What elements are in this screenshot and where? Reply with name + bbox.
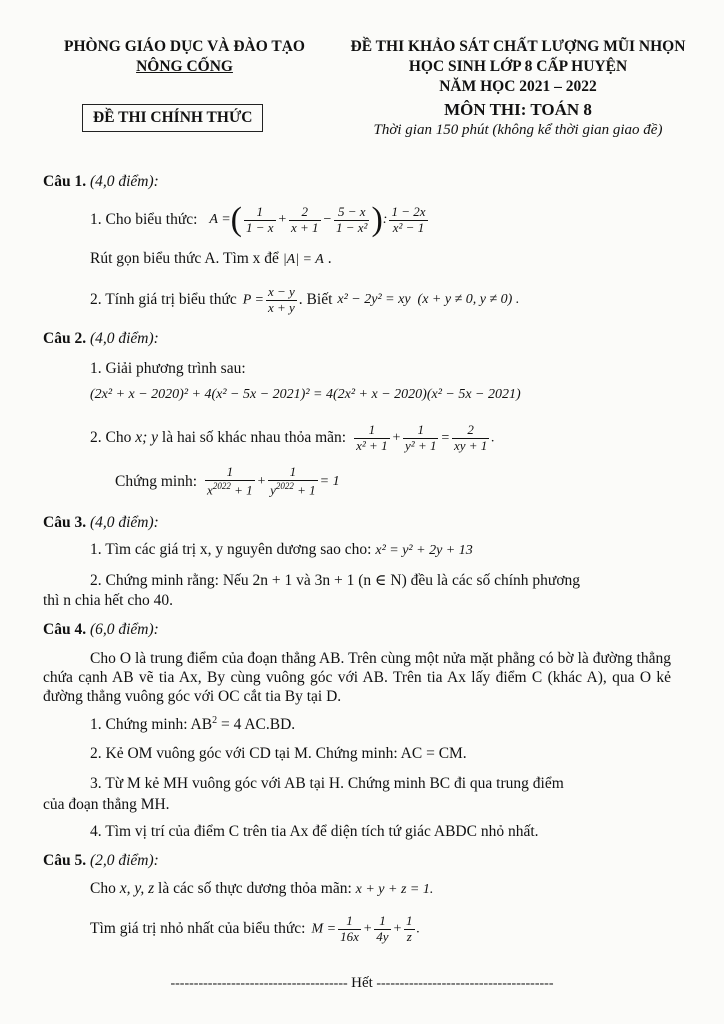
exam-subtitle: HỌC SINH LỚP 8 CẤP HUYỆN	[408, 58, 628, 75]
question-1-part-2: 2. Tính giá trị biểu thức P = $\frac{x - y}{x + y}$ . Biết x² − 2y² = xy (x + y ≠ 0, y ≠ 0) .	[90, 283, 520, 315]
question-4-part-3-line1: 3. Từ M kẻ MH vuông góc với AB tại H. Chứng minh BC đi qua trung điểm	[90, 775, 564, 792]
equation: (2x² + x − 2020)² + 4(x² − 5x − 2021)² = 4(2x² + x − 2020)(x² − 5x − 2021)	[90, 387, 521, 402]
question-3-part-2-line1: 2. Chứng minh rằng: Nếu 2n + 1 và 3n + 1 (n ∈ N) đều là các số chính phương	[90, 572, 581, 589]
question-4-part-2: 2. Kẻ OM vuông góc với CD tại M. Chứng minh: AC = CM.	[90, 745, 467, 762]
question-1-part-1: 1. Cho biểu thức: A =( $\frac{1}{1 - x}$ + $\frac{2}{x + 1}$ − $\frac{5 - x}{\text{1 − x²}}$ ): $\frac{1 - 2x}{\text{x² − 1}}$	[90, 200, 430, 240]
question-3-part-2-line2: thì n chia hết cho 40.	[43, 592, 173, 609]
department-name: PHÒNG GIÁO DỤC VÀ ĐÀO TẠO	[64, 38, 305, 55]
end-marker: -------------------------------------- Hết --------------------------------------	[170, 975, 554, 991]
question-4-part-4: 4. Tìm vị trí của điểm C trên tia Ax để diện tích tứ giác ABDC nhỏ nhất.	[90, 823, 539, 840]
official-exam-label: ĐỀ THI CHÍNH THỨC	[82, 104, 263, 132]
question-4-heading: Câu 4. (6,0 điểm):	[43, 621, 159, 638]
question-1-requirement: Rút gọn biểu thức A. Tìm x để |A| = A .	[90, 250, 332, 267]
question-3-heading: Câu 3. (4,0 điểm):	[43, 514, 159, 531]
question-2-heading: Câu 2. (4,0 điểm):	[43, 330, 159, 347]
question-2-prove: Chứng minh: $\frac{1}{x^{2022} + 1}$ + $\frac{1}{y^{2022} + 1}$ = 1	[115, 464, 340, 498]
duration: Thời gian 150 phút (không kể thời gian giao đề)	[373, 122, 663, 138]
question-5-find: Tìm giá trị nhỏ nhất của biểu thức: M = $\frac{1}{16x}$ + $\frac{1}{4y}$ + $\frac{1}{z}$ .	[90, 912, 421, 944]
exam-title: ĐỀ THI KHẢO SÁT CHẤT LƯỢNG MŨI NHỌN	[350, 38, 686, 55]
question-5-heading: Câu 5. (2,0 điểm):	[43, 852, 159, 869]
question-4-intro: Cho O là trung điểm của đoạn thẳng AB. Trên cùng một nửa mặt phẳng có bờ là đường thẳng chứa cạnh AB vẽ tia Ax, By cùng vuông góc với AB. Trên tia Ax lấy điểm C (khác A), qua O kẻ đường thẳng vuông góc với OC cắt tia By tại D.	[43, 650, 671, 705]
subject: MÔN THI: TOÁN 8	[444, 100, 592, 119]
question-1-heading: Câu 1. (4,0 điểm):	[43, 173, 159, 190]
question-3-part-1: 1. Tìm các giá trị x, y nguyên dương sao cho: x² = y² + 2y + 13	[90, 541, 473, 558]
school-year: NĂM HỌC 2021 – 2022	[439, 78, 597, 95]
question-5-given: Cho x, y, z là các số thực dương thỏa mãn: x + y + z = 1.	[90, 880, 434, 897]
question-2-part-2: 2. Cho x; y là hai số khác nhau thỏa mãn: $\frac{1}{\text{x² + 1}}$ + $\frac{1}{\text{y² + 1}}$ = $\frac{2}{xy + 1}$ .	[90, 421, 495, 453]
question-4-part-3-line2: của đoạn thẳng MH.	[43, 796, 170, 813]
district-name: NÔNG CỐNG	[136, 58, 233, 75]
question-4-part-1: 1. Chứng minh: $AB^2 = 4$ AC.BD.	[90, 715, 296, 734]
expression-a: A =( $\frac{1}{1 - x}$ + $\frac{2}{x + 1}$ − $\frac{5 - x}{\text{1 − x²}}$ ): $\frac{1 - 2x}{\text{x² − 1}}$	[209, 201, 426, 238]
question-2-part-1: 1. Giải phương trình sau:	[90, 360, 246, 377]
